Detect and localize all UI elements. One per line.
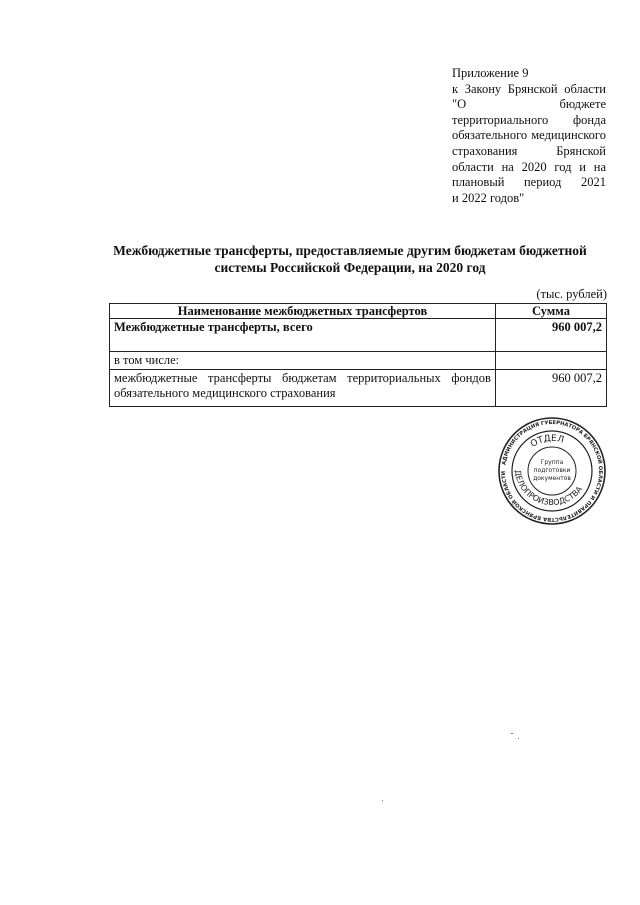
appendix-line: плановый период 2021 [452, 175, 606, 190]
scan-speck [382, 800, 383, 801]
table-header-row [110, 304, 607, 319]
appendix-line: Приложение 9 [452, 66, 529, 80]
appendix-line: обязательного медицинского [452, 128, 606, 143]
row-amount: 960 007,2 [495, 319, 606, 352]
appendix-line: страхования Брянской [452, 143, 606, 158]
appendix-line: к Закону Брянской области [452, 81, 606, 96]
stamp-arc-bottom: ДЕЛОПРОИЗВОДСТВА [512, 469, 585, 508]
stamp-arc-top: ОТДЕЛ [529, 433, 565, 450]
appendix-line: и 2022 годов" [452, 190, 525, 205]
table-row [110, 370, 607, 407]
appendix-line: "О бюджете [452, 97, 606, 112]
row-name: в том числе: [110, 352, 496, 370]
appendix-header [452, 66, 606, 206]
appendix-line: области на 2020 год и на [452, 159, 606, 174]
scan-speck [518, 738, 519, 739]
units-label: (тыс. рублей) [536, 287, 607, 301]
scan-speck [511, 733, 513, 734]
stamp-inner-line: Группа [540, 459, 564, 466]
stamp-inner-line: подготовки [533, 467, 571, 474]
column-header-amount: Сумма [495, 304, 606, 319]
table-row [110, 319, 607, 352]
stamp-outer-text: АДМИНИСТРАЦИЯ ГУБЕРНАТОРА БРЯНСКОЙ ОБЛАСТИ И ПРАВИТЕЛЬСТВА БРЯНСКОЙ ОБЛАСТИ [500, 419, 604, 523]
appendix-line: территориального фонда [452, 112, 606, 127]
row-amount: 960 007,2 [495, 370, 606, 407]
row-name: межбюджетные трансферты бюджетам территориальных фондов обязательного медицинского страхования [110, 370, 496, 407]
document-title: Межбюджетные трансферты, предоставляемые другим бюджетам бюджетной системы Российской Федерации, на 2020 год [113, 243, 587, 275]
row-amount [495, 352, 606, 370]
stamp-inner-line: документов [533, 475, 571, 482]
transfers-table [109, 303, 607, 407]
row-name: Межбюджетные трансферты, всего [110, 319, 496, 352]
column-header-name: Наименование межбюджетных трансфертов [110, 304, 496, 319]
official-stamp [497, 416, 607, 526]
table-row [110, 352, 607, 370]
